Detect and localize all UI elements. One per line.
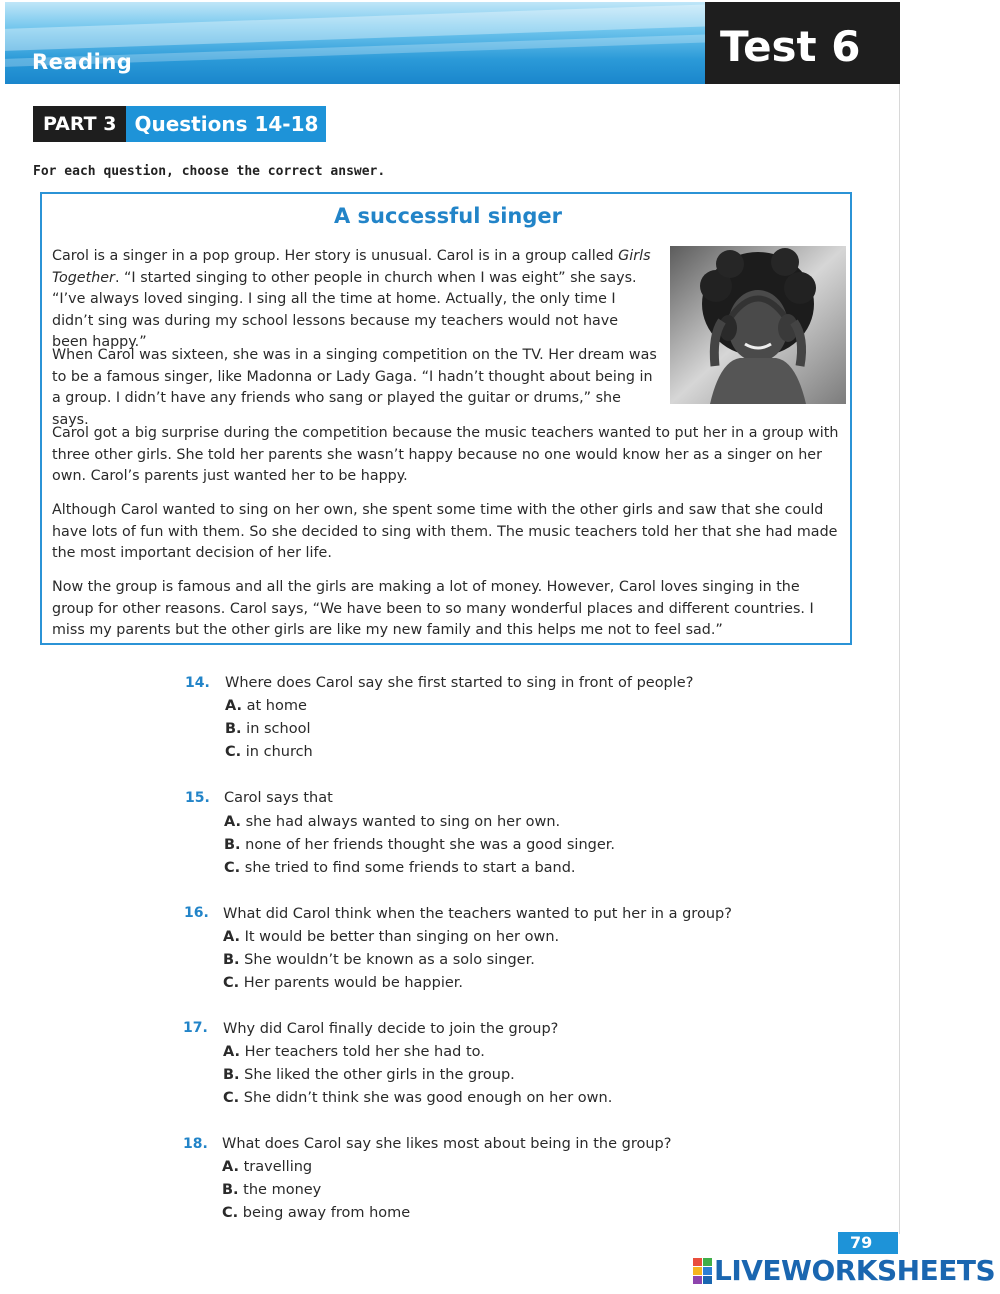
page-margin-rule xyxy=(899,84,900,1234)
passage-title: A successful singer xyxy=(333,204,563,228)
question-text: Carol says that xyxy=(224,790,333,806)
liveworksheets-wordmark: LIVEWORKSHEETS xyxy=(714,1254,996,1287)
singer-headphones-image xyxy=(670,246,846,404)
singer-photo xyxy=(670,246,846,404)
page-number: 79 xyxy=(838,1232,898,1254)
reading-passage xyxy=(40,192,852,645)
question-number: 15. xyxy=(185,790,210,806)
instruction-text: For each question, choose the correct answer. xyxy=(33,164,386,179)
section-label: Reading xyxy=(32,50,133,74)
passage-paragraph-2: When Carol was sixteen, she was in a singing competition on the TV. Her dream was to be a famous singer, like Madonna or Lady Gaga. “I hadn’t thought about being in a group. I didn’t have any friends who sang or played the guitar or drums,” she says. xyxy=(52,347,657,428)
answer-option[interactable]: C. Her parents would be happier. xyxy=(223,975,464,991)
question-text: Why did Carol finally decide to join the group? xyxy=(223,1021,559,1037)
answer-option[interactable]: C. she tried to find some friends to start a band. xyxy=(224,860,576,876)
question-number: 16. xyxy=(184,905,209,921)
liveworksheets-logo-icon xyxy=(693,1258,711,1284)
liveworksheets-brand[interactable] xyxy=(693,1254,995,1287)
passage-paragraph-1: Carol is a singer in a pop group. Her story is unusual. Carol is in a group called Girls Together. “I started singing to other people in church when I was eight” she says. “I’ve always loved singing. I sing all the time at home. Actually, the only time I didn’t sing was during my school lessons because my teachers would not have been happy.” xyxy=(52,248,651,350)
question-number: 17. xyxy=(183,1020,208,1036)
answer-option[interactable]: B. the money xyxy=(222,1182,322,1198)
answer-option[interactable]: A. Her teachers told her she had to. xyxy=(223,1044,485,1060)
answer-option[interactable]: A. she had always wanted to sing on her own. xyxy=(224,814,561,830)
answer-option[interactable]: C. She didn’t think she was good enough on her own. xyxy=(223,1090,613,1106)
question-text: What does Carol say she likes most about being in the group? xyxy=(222,1136,672,1152)
answer-option[interactable]: B. in school xyxy=(225,721,311,737)
part-label: PART 3 xyxy=(33,106,126,142)
part-tag xyxy=(33,106,326,142)
question-text: Where does Carol say she first started to sing in front of people? xyxy=(225,675,694,691)
passage-paragraph-5: Now the group is famous and all the girls are making a lot of money. However, Carol loves singing in the group for other reasons. Carol says, “We have been to so many wonderful places and different countries. I miss my parents but the other girls are like my new family and this helps me not to feel sad.” xyxy=(52,579,814,638)
question-number: 18. xyxy=(183,1136,208,1152)
answer-option[interactable]: B. She liked the other girls in the group. xyxy=(223,1067,515,1083)
answer-option[interactable]: B. She wouldn’t be known as a solo singer. xyxy=(223,952,535,968)
passage-paragraph-3: Carol got a big surprise during the competition because the music teachers wanted to put her in a group with three other girls. She told her parents she wasn’t happy because no one would know her as a singer on her own. Carol’s parents just wanted her to be happy. xyxy=(52,425,839,484)
test-title: Test 6 xyxy=(720,22,861,71)
answer-option[interactable]: A. at home xyxy=(225,698,307,714)
passage-paragraph-4: Although Carol wanted to sing on her own, she spent some time with the other girls and saw that she could have lots of fun with them. So she decided to sing with them. The music teachers told her that she had made the most important decision of her life. xyxy=(52,502,838,561)
answer-option[interactable]: B. none of her friends thought she was a good singer. xyxy=(224,837,615,853)
answer-option[interactable]: A. It would be better than singing on her own. xyxy=(223,929,560,945)
answer-option[interactable]: C. in church xyxy=(225,744,313,760)
answer-option[interactable]: A. travelling xyxy=(222,1159,313,1175)
question-text: What did Carol think when the teachers wanted to put her in a group? xyxy=(223,906,732,922)
questions-range: Questions 14-18 xyxy=(126,106,326,142)
question-number: 14. xyxy=(185,675,210,691)
answer-option[interactable]: C. being away from home xyxy=(222,1205,411,1221)
